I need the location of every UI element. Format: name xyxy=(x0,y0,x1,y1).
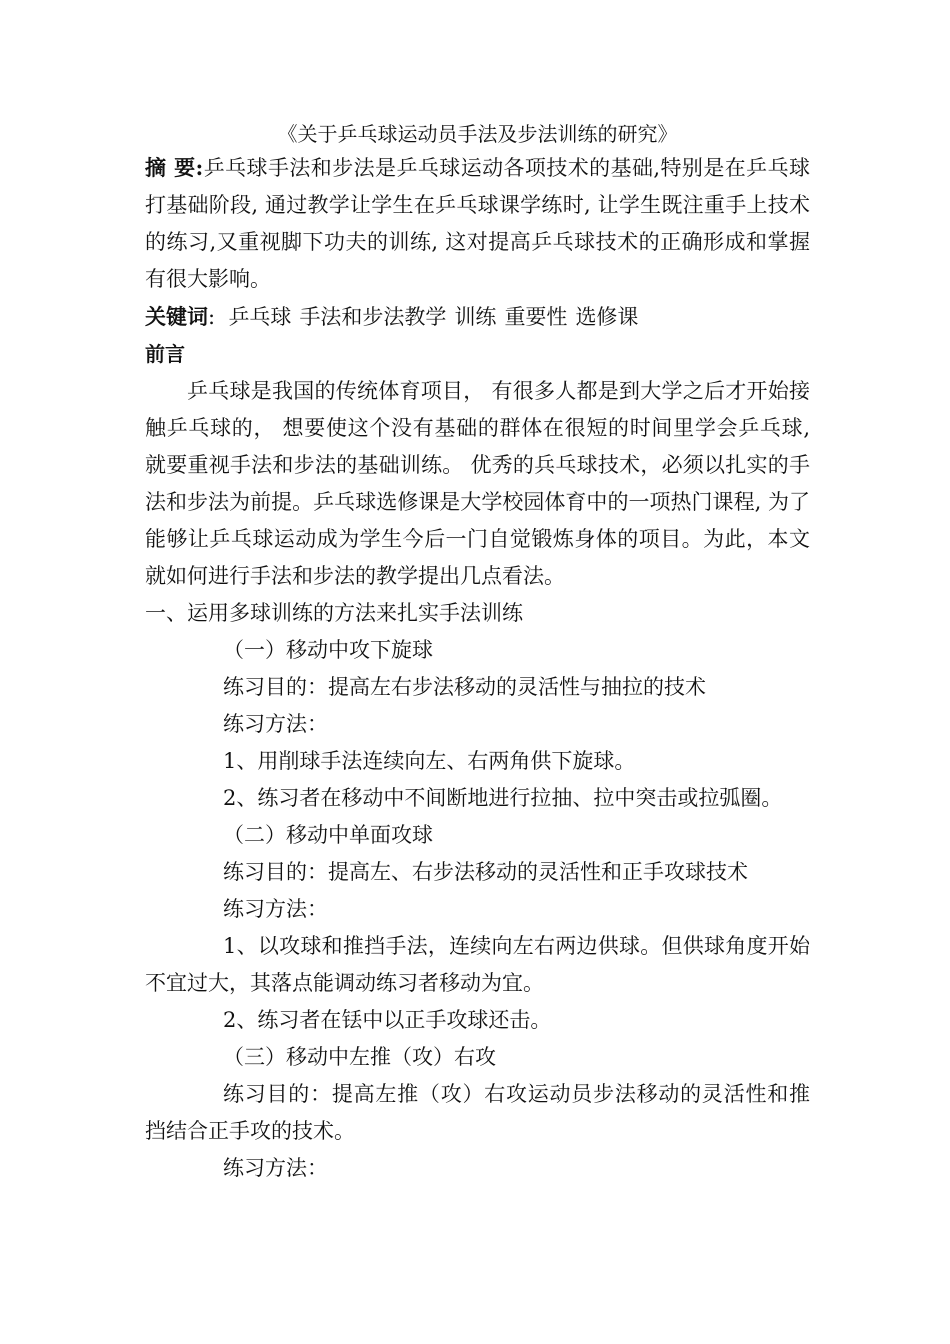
sub3-purpose: 练习目的：提高左推（攻）右攻运动员步法移动的灵活性和推挡结合正手攻的技术。 xyxy=(145,1082,810,1143)
keyword-item: 重要性 xyxy=(504,305,568,329)
keyword-item: 选修课 xyxy=(575,305,639,329)
sub1-item-1: 1、用削球手法连续向左、右两角供下旋球。 xyxy=(223,749,636,773)
keywords-line xyxy=(145,298,810,336)
keywords-separator: : xyxy=(208,305,216,329)
sub1-item-2: 2、练习者在移动中不间断地进行拉抽、拉中突击或拉弧圈。 xyxy=(223,786,783,810)
sub1-heading: （一）移动中攻下旋球 xyxy=(223,638,433,662)
sub2-method-label: 练习方法： xyxy=(223,897,328,921)
keywords-label: 关键词 xyxy=(145,304,208,329)
abstract-paragraph xyxy=(145,149,810,298)
abstract-label: 摘 要: xyxy=(145,155,204,180)
sub2-heading: （二）移动中单面攻球 xyxy=(223,823,433,847)
preface-heading: 前言 xyxy=(145,342,185,366)
preface-paragraph: 乒乓球是我国的传统体育项目， 有很多人都是到大学之后才开始接触乒乓球的， 想要使这个没有基础的群体在很短的时间里学会乒乓球, 就要重视手法和步法的基础训练。 优秀的兵乓球技术，必须以扎实的手法和步法为前提。乒乓球选修课是大学校园体育中的一项热门课程, 为了能够让乒乓球运动成为学生今后一门自觉锻炼身体的项目。为此，本文就如何进行手法和步法的教学提出几点看法。 xyxy=(145,379,810,588)
sub2-item-1: 1、以攻球和推挡手法，连续向左右两边供球。但供球角度开始不宜过大，其落点能调动练习者移动为宜。 xyxy=(145,934,810,995)
sub3-method-label: 练习方法： xyxy=(223,1156,328,1180)
sub3-heading: （三）移动中左推（攻）右攻 xyxy=(223,1045,496,1069)
section1-heading: 一、运用多球训练的方法来扎实手法训练 xyxy=(145,601,523,625)
sub2-purpose: 练习目的：提高左、右步法移动的灵活性和正手攻球技术 xyxy=(223,860,748,884)
document-title: 《关于乒乓球运动员手法及步法训练的研究》 xyxy=(277,122,678,146)
keyword-item: 训练 xyxy=(454,305,497,329)
sub1-method-label: 练习方法： xyxy=(223,712,328,736)
document-body xyxy=(145,119,810,1187)
sub1-purpose: 练习目的：提高左右步法移动的灵活性与抽拉的技术 xyxy=(223,675,706,699)
keyword-item: 手法和步法教学 xyxy=(299,305,447,329)
abstract-text: 乒乓球手法和步法是乒乓球运动各项技术的基础,特别是在乒乓球打基础阶段, 通过教学让学生在乒乓球课学练时, 让学生既注重手上技术的练习,又重视脚下功夫的训练, 这对提高乒乓球技术的正确形成和掌握有很大影响。 xyxy=(145,156,810,291)
sub2-item-2: 2、练习者在铥中以正手攻球还击。 xyxy=(223,1008,552,1032)
keyword-item: 乒乓球 xyxy=(228,305,292,329)
